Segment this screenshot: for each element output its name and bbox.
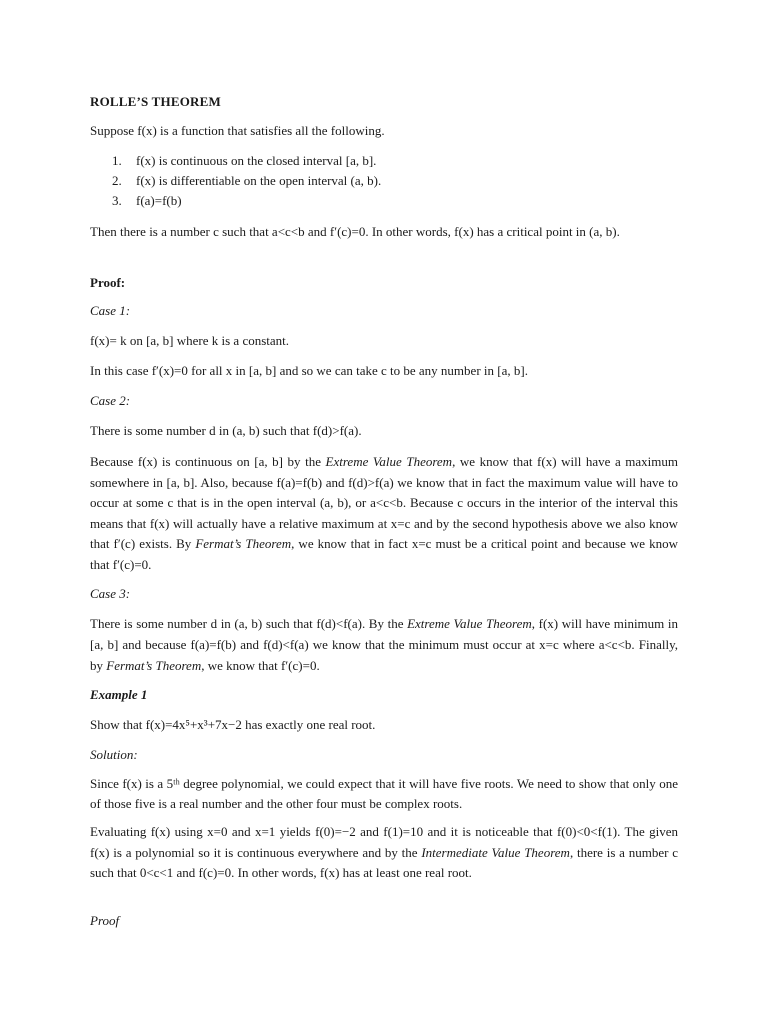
list-item-number: 3. xyxy=(112,193,122,208)
case2-label: Case 2: xyxy=(90,393,131,408)
extreme-value-theorem-ref: Extreme Value Theorem xyxy=(407,616,532,631)
proof-label: Proof xyxy=(90,913,120,928)
case2-text-b: , we know that f(x) will have a maximum somewhere in [a, b]. Also, because f(a)=f(b) and f(d)>f(a) we know that in fact the maximum value will have to occur at some c that is in the open interval (a, b), or a<c<b. Because c occurs in the interior of the interval this means that f(x) will actually have a relative maximum at x=c and by the second hypothesis above we also know that f′(c) exists. By xyxy=(90,454,678,551)
fermat-theorem-ref: Fermat’s Theorem xyxy=(195,536,292,551)
case2-text-a: Because f(x) is continuous on [a, b] by the xyxy=(90,454,326,469)
case3-text-c: , we know that f′(c)=0. xyxy=(201,658,320,673)
proof-heading: Proof: xyxy=(90,275,126,290)
solution-paragraph-1: Since f(x) is a 5ᵗʰ degree polynomial, we could expect that it will have five roots. We need to show that only one of those five is a real number and the other four must be complex roots. xyxy=(90,776,678,811)
case2-statement: There is some number d in (a, b) such that f(d)>f(a). xyxy=(90,423,362,438)
fermat-theorem-ref: Fermat’s Theorem xyxy=(106,658,202,673)
list-item xyxy=(90,171,678,191)
case3-label: Case 3: xyxy=(90,586,131,601)
intermediate-value-theorem-ref: Intermediate Value Theorem xyxy=(421,844,570,860)
solution-text-b: , there is a number c such that 0<c<1 and f(c)=0. In other words, f(x) has at least one real root. xyxy=(90,844,679,880)
case2-argument xyxy=(90,452,678,575)
list-item-text: f(a)=f(b) xyxy=(136,193,182,208)
case1-statement: f(x)= k on [a, b] where k is a constant. xyxy=(90,333,290,348)
list-item-text: f(x) is differentiable on the open interval (a, b). xyxy=(136,173,382,188)
list-item-text: f(x) is continuous on the closed interval [a, b]. xyxy=(136,153,377,168)
page-title: ROLLE’S THEOREM xyxy=(90,94,221,109)
list-item-number: 1. xyxy=(112,153,122,168)
solution-label: Solution: xyxy=(90,747,138,762)
list-item xyxy=(90,191,678,211)
case1-label: Case 1: xyxy=(90,303,131,318)
case3-text-a: There is some number d in (a, b) such that f(d)<f(a). By the xyxy=(90,616,408,631)
case3-argument xyxy=(90,613,678,676)
conditions-list xyxy=(90,151,678,211)
case3-text-b: , f(x) will have minimum in [a, b] and because f(a)=f(b) and f(d)<f(a) we know that the minimum must occur at x=c where a<c<b. Finally, by xyxy=(90,616,679,673)
extreme-value-theorem-ref: Extreme Value Theorem xyxy=(325,454,453,469)
conclusion-paragraph: Then there is a number c such that a<c<b and f′(c)=0. In other words, f(x) has a critical point in (a, b). xyxy=(90,224,620,239)
case2-text-c: , we know that in fact x=c must be a critical point and because we know that f′(c)=0. xyxy=(90,536,678,572)
example-heading: Example 1 xyxy=(90,687,148,702)
solution-text-a: Evaluating f(x) using x=0 and x=1 yields f(0)=−2 and f(1)=10 and it is noticeable that f(0)<0<f(1). The given f(x) is a polynomial so it is continuous everywhere and by the xyxy=(90,824,678,860)
case1-conclusion: In this case f′(x)=0 for all x in [a, b] and so we can take c to be any number in [a, b]. xyxy=(90,363,528,378)
intro-paragraph: Suppose f(x) is a function that satisfies all the following. xyxy=(90,123,385,138)
solution-paragraph-2 xyxy=(90,822,678,884)
list-item-number: 2. xyxy=(112,173,122,188)
list-item xyxy=(90,151,678,171)
example-problem: Show that f(x)=4x⁵+x³+7x−2 has exactly one real root. xyxy=(90,717,376,732)
